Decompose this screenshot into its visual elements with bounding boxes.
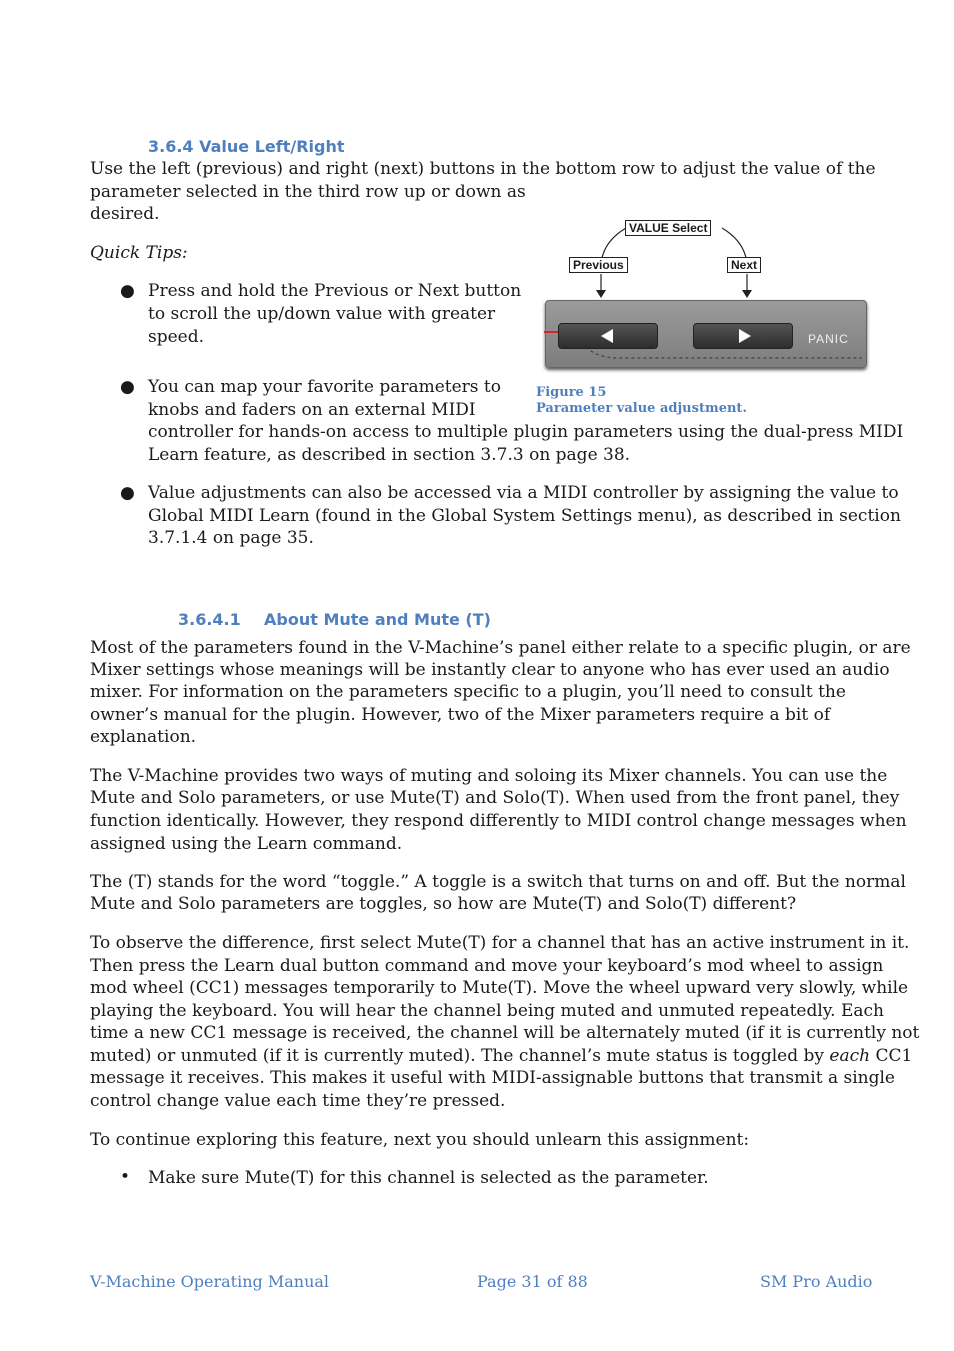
value-select-label: VALUE Select xyxy=(625,220,711,236)
intro-line-2: parameter selected in the third row up or down as xyxy=(90,182,526,202)
para4-line-6-text: muted) or unmuted (if it is currently muted). The channel’s mute status is toggled by xyxy=(90,1046,830,1066)
quick-tips-label: Quick Tips: xyxy=(90,243,188,263)
bullet3-line-2: Global MIDI Learn (found in the Global System Settings menu), as described in section xyxy=(148,506,901,526)
last-bullet-text: Make sure Mute(T) for this channel is selected as the parameter. xyxy=(148,1168,709,1188)
para1-line-1: Most of the parameters found in the V-Machine’s panel either relate to a specific plugin, or are xyxy=(90,638,911,658)
para1-line-5: explanation. xyxy=(90,727,197,747)
para1-line-4: owner’s manual for the plugin. However, two of the Mixer parameters require a bit of xyxy=(90,705,831,725)
footer-page-number: Page 31 of 88 xyxy=(477,1272,588,1291)
bullet3-line-1: Value adjustments can also be accessed via a MIDI controller by assigning the value to xyxy=(148,483,899,503)
intro-line-1: Use the left (previous) and right (next) buttons in the bottom row to adjust the value of the xyxy=(90,159,876,179)
para4-line-7: message it receives. This makes it useful with MIDI-assignable buttons that transmit a single xyxy=(90,1068,895,1088)
para5: To continue exploring this feature, next you should unlearn this assignment: xyxy=(90,1130,750,1150)
para1-line-2: Mixer settings whose meanings will be instantly clear to anyone who has ever used an audio xyxy=(90,660,890,680)
bullet1-line-3: speed. xyxy=(148,327,205,347)
hardware-panel xyxy=(545,300,867,368)
para4-line-3: mod wheel (CC1) messages temporarily to Mute(T). Move the wheel upward very slowly, while xyxy=(90,978,909,998)
next-button xyxy=(693,323,793,349)
footer-left: V-Machine Operating Manual xyxy=(90,1272,330,1291)
para2-line-1: The V-Machine provides two ways of muting and soloing its Mixer channels. You can use the xyxy=(90,766,888,786)
previous-label: Previous xyxy=(569,257,628,273)
figure-caption-number: Figure 15 xyxy=(536,385,607,400)
para4-line-6-end: CC1 xyxy=(870,1046,913,1066)
bullet1-line-1: Press and hold the Previous or Next button xyxy=(148,281,522,301)
subsection-number: 3.6.4.1 xyxy=(178,610,241,629)
arrow-left-icon xyxy=(601,329,613,343)
para2-line-2: Mute and Solo parameters, or use Mute(T) and Solo(T). When used from the front panel, they xyxy=(90,788,900,808)
bullet3-line-3: 3.7.1.4 on page 35. xyxy=(148,528,314,548)
para4-line-2: Then press the Learn dual button command and move your keyboard’s mod wheel to assign xyxy=(90,956,884,976)
bullet-dot: ● xyxy=(120,377,135,397)
figure-caption-title: Parameter value adjustment. xyxy=(536,401,747,416)
emphasis-each: each xyxy=(829,1046,871,1066)
figure-value-adjustment xyxy=(536,218,872,376)
arrow-right-icon xyxy=(739,329,751,343)
footer-right: SM Pro Audio xyxy=(760,1272,873,1291)
next-label: Next xyxy=(727,257,761,273)
para4-line-6 xyxy=(90,1045,912,1068)
para2-line-3: function identically. However, they respond differently to MIDI control change messages when xyxy=(90,811,907,831)
bullet-dot: ● xyxy=(120,483,135,503)
para3-line-1: The (T) stands for the word “toggle.” A toggle is a switch that turns on and off. But the normal xyxy=(90,872,906,892)
panic-label: PANIC xyxy=(808,332,849,346)
bullet-small: • xyxy=(120,1167,131,1187)
para4-line-8: control change value each time they’re pressed. xyxy=(90,1091,506,1111)
para2-line-4: assigned using the Learn command. xyxy=(90,834,403,854)
para3-line-2: Mute and Solo parameters are toggles, so how are Mute(T) and Solo(T) different? xyxy=(90,894,797,914)
para4-line-1: To observe the difference, first select Mute(T) for a channel that has an active instrument in it. xyxy=(90,933,910,953)
para1-line-3: mixer. For information on the parameters specific to a plugin, you’ll need to consult the xyxy=(90,682,846,702)
para4-line-5: time a new CC1 message is received, the channel will be alternately muted (if it is currently not xyxy=(90,1023,920,1043)
para4-line-4: playing the keyboard. You will hear the channel being muted and unmuted repeatedly. Each xyxy=(90,1001,884,1021)
bullet2-line-3: controller for hands-on access to multiple plugin parameters using the dual-press MIDI xyxy=(148,422,904,442)
intro-line-3: desired. xyxy=(90,204,160,224)
bullet2-line-1: You can map your favorite parameters to xyxy=(148,377,501,397)
section-heading: 3.6.4 Value Left/Right xyxy=(148,137,345,156)
previous-button xyxy=(558,323,658,349)
bullet2-line-2: knobs and faders on an external MIDI xyxy=(148,400,476,420)
bullet1-line-2: to scroll the up/down value with greater xyxy=(148,304,496,324)
bullet2-line-4: Learn feature, as described in section 3.7.3 on page 38. xyxy=(148,445,631,465)
subsection-title: About Mute and Mute (T) xyxy=(264,610,491,629)
bullet-dot: ● xyxy=(120,281,135,301)
